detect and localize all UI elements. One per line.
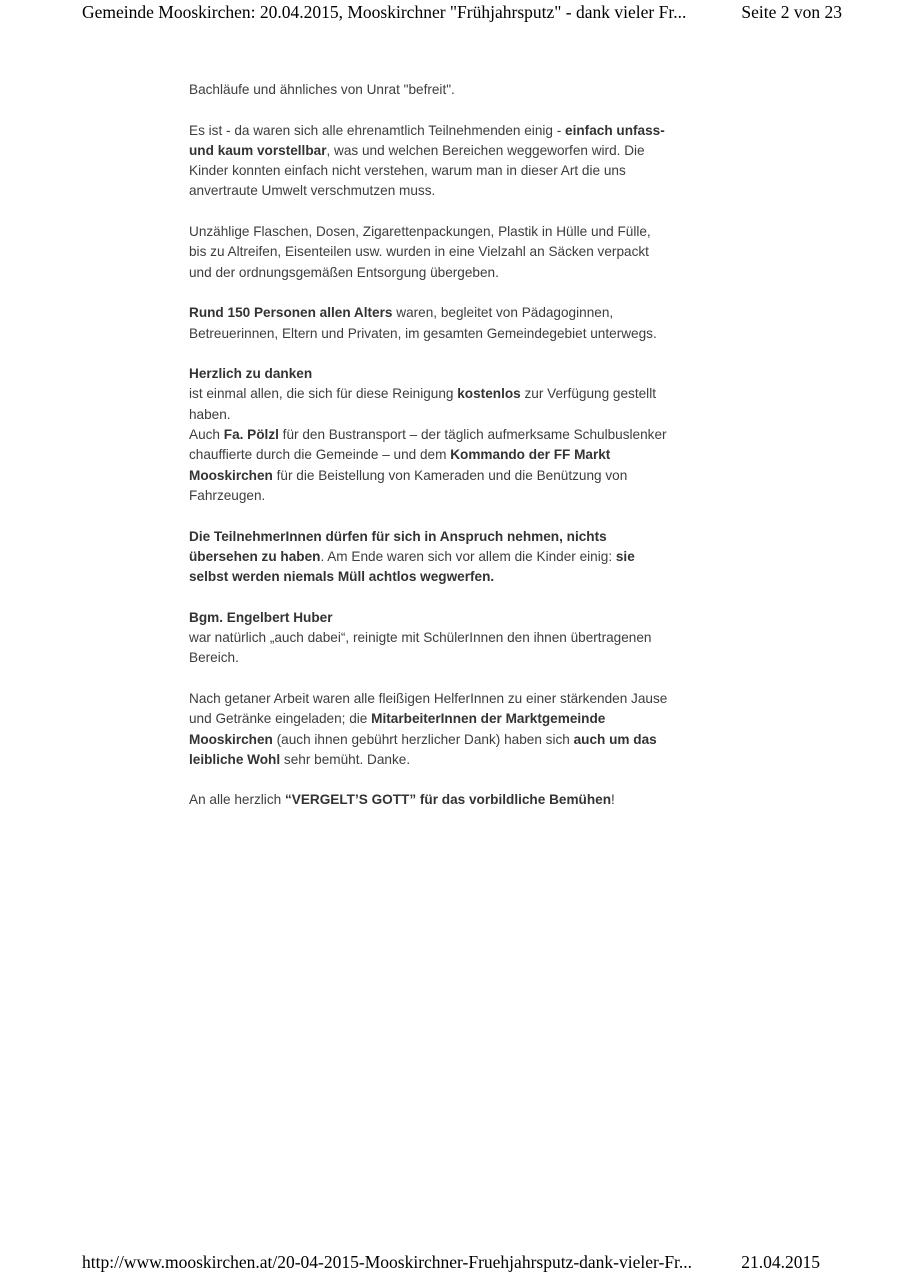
text: Auch bbox=[189, 427, 224, 443]
bold-text: Mooskirchen bbox=[189, 467, 273, 483]
text: Bachläufe und ähnliches von Unrat "befreit". bbox=[189, 82, 455, 97]
paragraph-6 bbox=[189, 527, 719, 588]
text: Fahrzeugen. bbox=[189, 487, 266, 503]
section-heading: Bgm. Engelbert Huber bbox=[189, 609, 333, 625]
paragraph-2 bbox=[189, 121, 719, 202]
print-footer-url: http://www.mooskirchen.at/20-04-2015-Mooskirchner-Fruehjahrsputz-dank-vieler-Fr... bbox=[82, 1252, 693, 1272]
bold-text: übersehen zu haben bbox=[189, 548, 321, 564]
bold-text: und kaum vorstellbar bbox=[189, 142, 327, 158]
text: ist einmal allen, die sich für diese Reinigung bbox=[189, 386, 458, 402]
text: ! bbox=[611, 792, 615, 808]
bold-text: sie bbox=[615, 548, 635, 564]
bold-text: Kommando der FF Markt bbox=[450, 447, 611, 463]
bold-text: Rund 150 Personen allen Alters bbox=[189, 305, 393, 321]
text: Kinder konnten einfach nicht verstehen, warum man in dieser Art die uns bbox=[189, 163, 626, 179]
bold-text: selbst werden niemals Müll achtlos wegwerfen. bbox=[189, 569, 495, 585]
text: bis zu Altreifen, Eisenteilen usw. wurden in eine Vielzahl an Säcken verpackt bbox=[189, 244, 649, 260]
bold-text: auch um das bbox=[573, 731, 657, 747]
paragraph-9 bbox=[189, 790, 719, 810]
bold-text: Die TeilnehmerInnen dürfen für sich in Anspruch nehmen, nichts bbox=[189, 528, 607, 544]
text: zur Verfügung gestellt bbox=[520, 386, 656, 402]
text: haben. bbox=[189, 406, 231, 422]
text: Betreuerinnen, Eltern und Privaten, im gesamten Gemeindegebiet unterwegs. bbox=[189, 325, 657, 341]
bold-text: Mooskirchen bbox=[189, 731, 273, 747]
text: und der ordnungsgemäßen Entsorgung übergeben. bbox=[189, 264, 499, 280]
bold-text: “VERGELT’S GOTT” für das vorbildliche Bemühen bbox=[284, 792, 612, 808]
print-footer-date: 21.04.2015 bbox=[741, 1252, 820, 1272]
bold-text: Fa. Pölzl bbox=[223, 427, 279, 443]
bold-text: MitarbeiterInnen der Marktgemeinde bbox=[371, 711, 606, 727]
bold-text: leibliche Wohl bbox=[189, 751, 281, 767]
print-header-title: Gemeinde Mooskirchen: 20.04.2015, Mooskirchner "Frühjahrsputz" - dank vieler Fr... bbox=[82, 2, 687, 22]
text: . Am Ende waren sich vor allem die Kinder einig: bbox=[320, 548, 616, 564]
text: war natürlich „auch dabei“, reinigte mit SchülerInnen den ihnen übertragenen bbox=[189, 630, 652, 646]
text: für den Bustransport – der täglich aufmerksame Schulbuslenker bbox=[278, 427, 667, 443]
paragraph-7 bbox=[189, 608, 719, 669]
text: Es ist - da waren sich alle ehrenamtlich Teilnehmenden einig - bbox=[189, 122, 566, 138]
print-header-page-number: Seite 2 von 23 bbox=[741, 2, 842, 22]
text: für die Beistellung von Kameraden und die Benützung von bbox=[272, 467, 628, 483]
paragraph-4 bbox=[189, 303, 719, 344]
text: chauffierte durch die Gemeinde – und dem bbox=[189, 447, 451, 463]
text: und Getränke eingeladen; die bbox=[189, 711, 372, 727]
text: anvertraute Umwelt verschmutzen muss. bbox=[189, 183, 436, 199]
text: sehr bemüht. Danke. bbox=[280, 751, 411, 767]
bold-text: einfach unfass- bbox=[565, 122, 665, 138]
paragraph-3 bbox=[189, 222, 719, 283]
print-footer bbox=[82, 1252, 820, 1273]
bold-text: kostenlos bbox=[457, 386, 521, 402]
text: waren, begleitet von Pädagoginnen, bbox=[392, 305, 614, 321]
section-heading: Herzlich zu danken bbox=[189, 366, 313, 382]
text: Unzählige Flaschen, Dosen, Zigarettenpackungen, Plastik in Hülle und Fülle, bbox=[189, 224, 651, 240]
article-body bbox=[189, 80, 719, 831]
paragraph-5 bbox=[189, 364, 719, 506]
text: Bereich. bbox=[189, 650, 239, 666]
print-header bbox=[82, 2, 842, 23]
paragraph-8 bbox=[189, 689, 719, 770]
text: (auch ihnen gebührt herzlicher Dank) haben sich bbox=[272, 731, 574, 747]
paragraph-1 bbox=[189, 80, 719, 100]
text: Nach getaner Arbeit waren alle fleißigen HelferInnen zu einer stärkenden Jause bbox=[189, 690, 668, 706]
text: , was und welchen Bereichen weggeworfen wird. Die bbox=[326, 142, 645, 158]
text: An alle herzlich bbox=[189, 792, 285, 808]
